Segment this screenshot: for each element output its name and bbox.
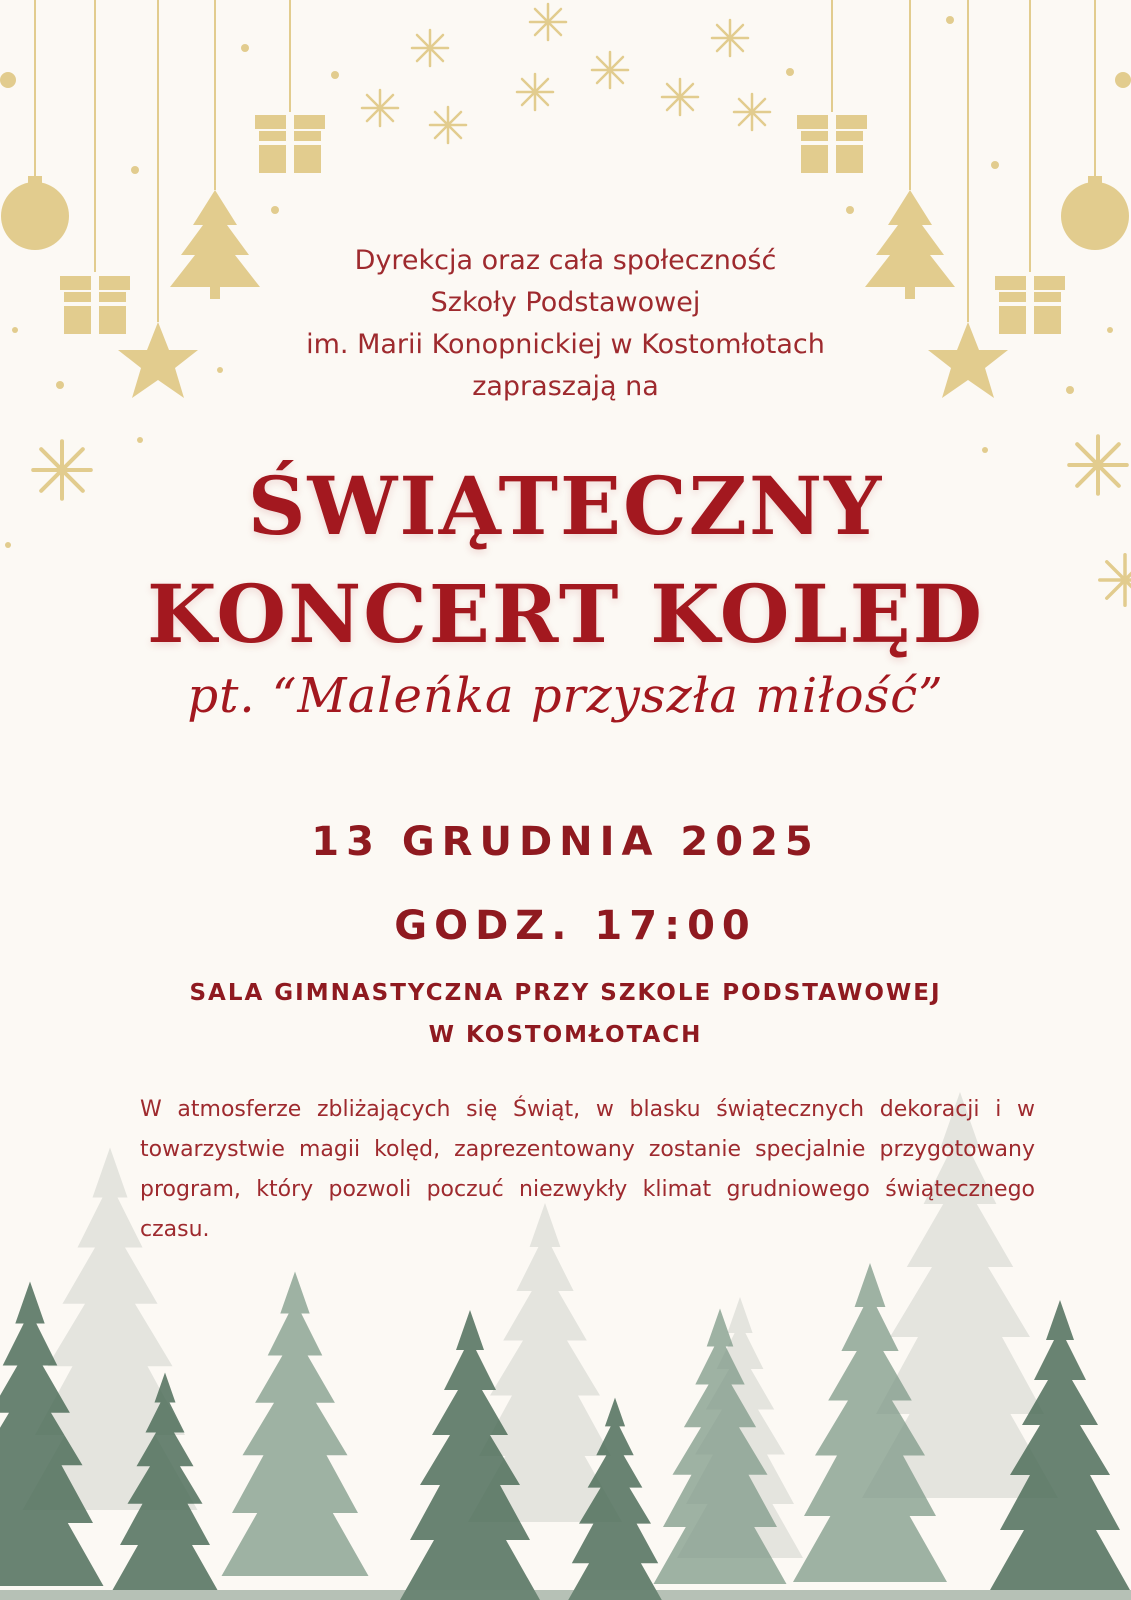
snowflake-icon bbox=[592, 52, 628, 88]
event-time: GODZ. 17:00 bbox=[394, 903, 757, 949]
snowflake-icon bbox=[712, 20, 748, 56]
snowflake-icon bbox=[517, 74, 553, 110]
page-title bbox=[0, 452, 1131, 668]
invitation-intro bbox=[0, 240, 1131, 408]
intro-line: im. Marii Konopnickiej w Kostomłotach bbox=[306, 329, 825, 360]
intro-line: Dyrekcja oraz cała społeczność bbox=[354, 245, 777, 276]
event-datetime bbox=[0, 800, 1131, 968]
intro-line: zapraszają na bbox=[472, 371, 659, 402]
venue-line: W KOSTOMŁOTACH bbox=[428, 1022, 703, 1048]
snowflake-icon bbox=[662, 79, 698, 115]
snowflake-icon bbox=[430, 107, 466, 143]
event-description: W atmosferze zbliżających się Świąt, w blasku świątecznych dekoracji i w towarzystwie magii kolęd, zaprezentowany zostanie specjalnie przygotowany program, który pozwoli poczuć niezwykły klimat grudniowego świątecznego czasu. bbox=[140, 1097, 1035, 1242]
snowflake-icon bbox=[362, 90, 398, 126]
event-date: 13 GRUDNIA 2025 bbox=[311, 819, 820, 865]
title-line: KONCERT KOLĘD bbox=[147, 567, 984, 661]
title-line: ŚWIĄTECZNY bbox=[247, 459, 884, 553]
snowflake-icon bbox=[530, 4, 566, 40]
gift-icon bbox=[255, 115, 325, 173]
snowflake-icon bbox=[412, 30, 448, 66]
venue-line: SALA GIMNASTYCZNA PRZY SZKOLE PODSTAWOWEJ bbox=[189, 980, 942, 1006]
snowflake-icon bbox=[734, 94, 770, 130]
intro-line: Szkoły Podstawowej bbox=[430, 287, 701, 318]
event-venue bbox=[0, 972, 1131, 1056]
gift-icon bbox=[797, 115, 867, 173]
concert-subtitle: pt. “Maleńka przyszła miłość” bbox=[187, 668, 944, 724]
